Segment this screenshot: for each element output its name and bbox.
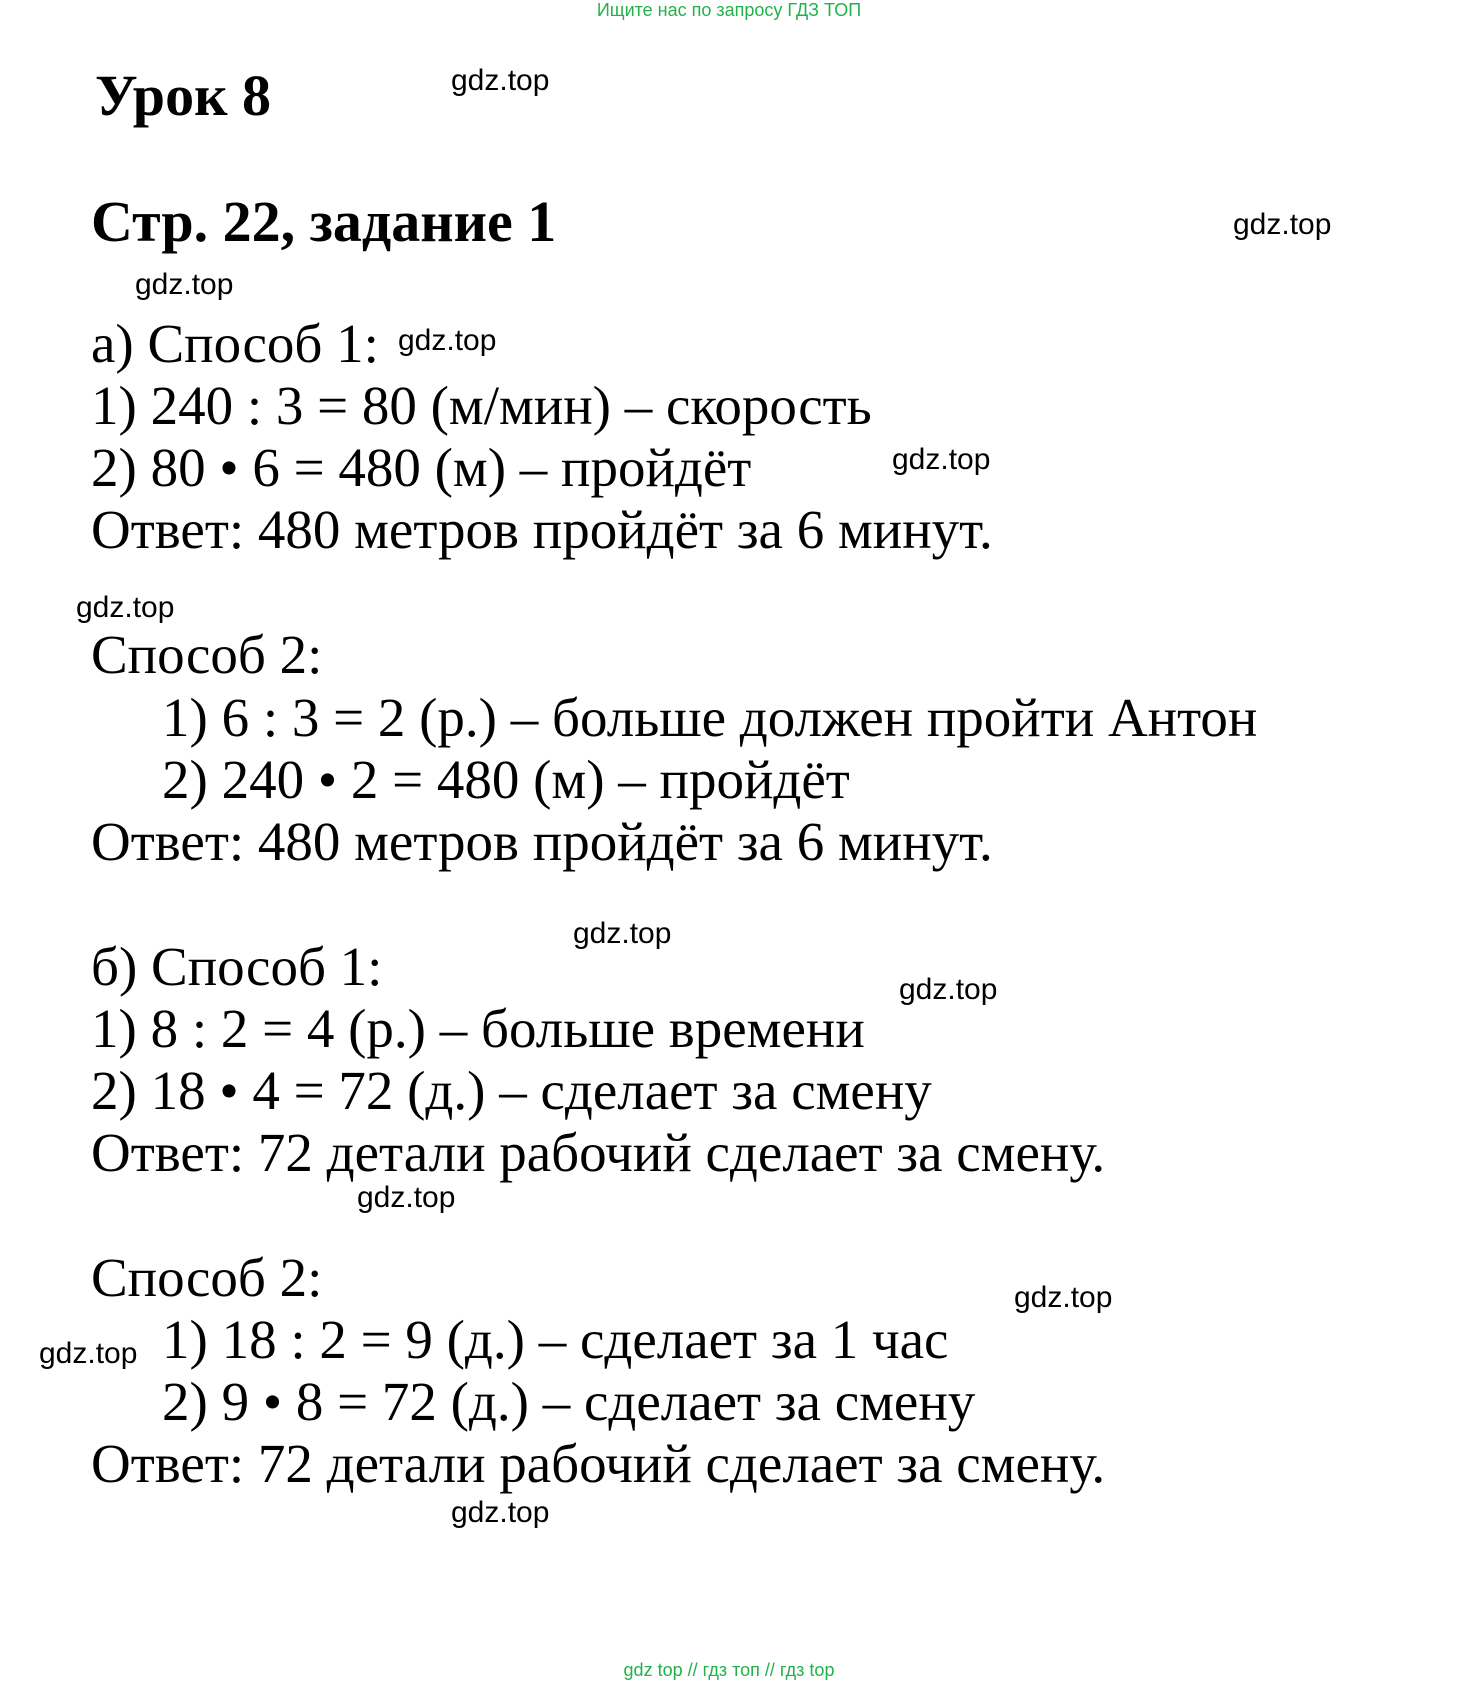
watermark: gdz.top (398, 324, 497, 357)
watermark: gdz.top (573, 917, 672, 950)
watermark: gdz.top (135, 268, 234, 301)
footer-links[interactable]: gdz top // гдз топ // гдз top (623, 1660, 835, 1680)
part-a-method1-answer: Ответ: 480 метров пройдёт за 6 минут. (91, 499, 993, 560)
lesson-title: Урок 8 (95, 63, 271, 128)
part-a-method1-step-1: 1) 240 : 3 = 80 (м/мин) – скорость (91, 375, 872, 436)
part-b-method2-step-1: 1) 18 : 2 = 9 (д.) – сделает за 1 час (162, 1309, 949, 1370)
watermark: gdz.top (39, 1337, 138, 1370)
watermark: gdz.top (357, 1181, 456, 1214)
part-a-method2-answer: Ответ: 480 метров пройдёт за 6 минут. (91, 811, 993, 872)
part-b-method1-answer: Ответ: 72 детали рабочий сделает за смену. (91, 1122, 1106, 1183)
part-b-method2-answer: Ответ: 72 детали рабочий сделает за смену. (91, 1433, 1106, 1494)
watermark: gdz.top (899, 973, 998, 1006)
part-a-method2-step-1: 1) 6 : 3 = 2 (р.) – больше должен пройти Антон (162, 687, 1258, 748)
watermark: gdz.top (451, 1496, 550, 1529)
watermark: gdz.top (1014, 1281, 1113, 1314)
top-banner-link[interactable]: Ищите нас по запросу ГДЗ ТОП (596, 0, 862, 20)
part-b-method2-label: Способ 2: (91, 1247, 323, 1308)
watermark: gdz.top (451, 64, 550, 97)
part-a-method1-label: а) Способ 1: (91, 313, 379, 374)
part-a-method2-label: Способ 2: (91, 624, 323, 685)
part-b-method1-step-2: 2) 18 • 4 = 72 (д.) – сделает за смену (91, 1060, 932, 1121)
task-title: Стр. 22, задание 1 (91, 189, 557, 254)
part-b-method2-step-2: 2) 9 • 8 = 72 (д.) – сделает за смену (162, 1371, 976, 1432)
watermark: gdz.top (1233, 208, 1332, 241)
part-a-method1-step-2: 2) 80 • 6 = 480 (м) – пройдёт (91, 437, 752, 498)
part-b-method1-step-1: 1) 8 : 2 = 4 (р.) – больше времени (91, 998, 865, 1059)
part-b-method1-label: б) Способ 1: (91, 936, 383, 997)
watermark: gdz.top (76, 591, 175, 624)
watermark: gdz.top (892, 443, 991, 476)
part-a-method2-step-2: 2) 240 • 2 = 480 (м) – пройдёт (162, 749, 850, 810)
